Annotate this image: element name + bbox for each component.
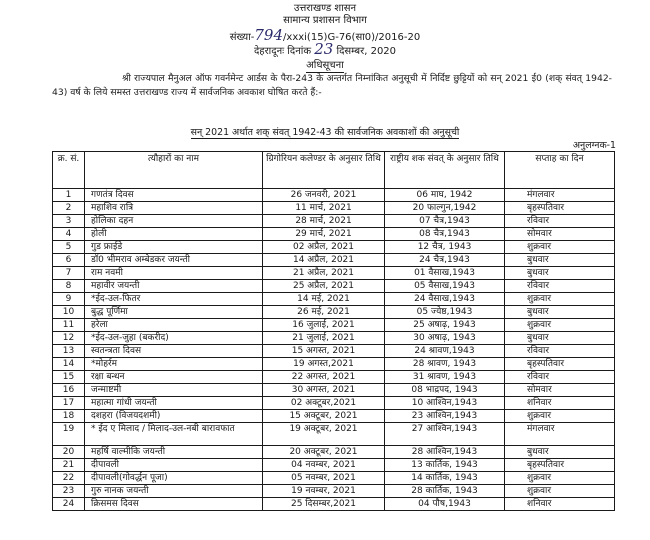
cell-festival-name: महर्षि वाल्मीकि जयन्ती — [85, 446, 263, 459]
cell-festival-name: स्वतन्त्रता दिवस — [85, 345, 263, 358]
cell-gregorian-date: 29 मार्च, 2021 — [263, 228, 385, 241]
table-row — [53, 319, 615, 332]
cell-gregorian-date: 02 अक्टूबर,2021 — [263, 397, 385, 410]
cell-gregorian-date: 22 अगस्त, 2021 — [263, 371, 385, 384]
schedule-subtitle: सन् 2021 अर्थात शक् संवत् 1942-43 की सार्वजनिक अवकाशों की अनुसूची — [190, 127, 460, 138]
cell-gregorian-date: 21 जुलाई, 2021 — [263, 332, 385, 345]
cell-weekday: मंगलवार — [505, 423, 615, 446]
cell-gregorian-date: 19 अगस्त,2021 — [263, 358, 385, 371]
cell-serial: 13 — [53, 345, 85, 358]
cell-national-date: 10 आश्विन,1943 — [385, 397, 505, 410]
cell-national-date: 05 वैसाख,1943 — [385, 280, 505, 293]
cell-national-date: 31 श्रावण, 1943 — [385, 371, 505, 384]
cell-national-date: 20 फाल्गुन,1942 — [385, 202, 505, 215]
cell-national-date: 24 चैत्र,1943 — [385, 254, 505, 267]
table-header-row — [53, 152, 615, 189]
cell-gregorian-date: 02 अप्रैल, 2021 — [263, 241, 385, 254]
cell-national-date: 28 कार्तिक, 1943 — [385, 485, 505, 498]
cell-weekday: रविवार — [505, 215, 615, 228]
cell-gregorian-date: 26 मई, 2021 — [263, 306, 385, 319]
cell-weekday: सोमवार — [505, 228, 615, 241]
table-row — [53, 228, 615, 241]
cell-festival-name: बुद्ध पूर्णिमा — [85, 306, 263, 319]
table-row — [53, 459, 615, 472]
cell-gregorian-date: 14 अप्रैल, 2021 — [263, 254, 385, 267]
cell-serial: 11 — [53, 319, 85, 332]
cell-gregorian-date: 20 अक्टूबर, 2021 — [263, 446, 385, 459]
cell-national-date: 27 आश्विन,1943 — [385, 423, 505, 446]
cell-national-date: 07 चैत्र,1943 — [385, 215, 505, 228]
order-suffix: /xxxi(15)G-76(सा0)/2016-20 — [283, 32, 421, 43]
cell-national-date: 30 अषाढ़, 1943 — [385, 332, 505, 345]
cell-weekday: सोमवार — [505, 384, 615, 397]
cell-national-date: 01 वैसाख,1943 — [385, 267, 505, 280]
table-row — [53, 498, 615, 511]
table-row — [53, 371, 615, 384]
cell-national-date: 24 वैसाख,1943 — [385, 293, 505, 306]
header-festival-name: त्यौहारों का नाम — [85, 152, 263, 189]
cell-serial: 5 — [53, 241, 85, 254]
cell-serial: 20 — [53, 446, 85, 459]
cell-gregorian-date: 25 अप्रैल, 2021 — [263, 280, 385, 293]
cell-festival-name: क्रिसमस दिवस — [85, 498, 263, 511]
cell-serial: 8 — [53, 280, 85, 293]
cell-weekday: शुक्रवार — [505, 319, 615, 332]
cell-gregorian-date: 21 अप्रैल, 2021 — [263, 267, 385, 280]
order-number: 794 — [254, 26, 284, 44]
cell-gregorian-date: 15 अक्टूबर, 2021 — [263, 410, 385, 423]
table-row — [53, 202, 615, 215]
cell-festival-name: *ईद-उल-फितर — [85, 293, 263, 306]
cell-national-date: 13 कार्तिक, 1943 — [385, 459, 505, 472]
department-title: सामान्य प्रशासन विभाग — [283, 15, 367, 26]
cell-serial: 1 — [53, 189, 85, 202]
cell-national-date: 04 पौष,1943 — [385, 498, 505, 511]
cell-gregorian-date: 11 मार्च, 2021 — [263, 202, 385, 215]
table-row — [53, 485, 615, 498]
holiday-table-body — [53, 189, 615, 511]
cell-weekday: शुक्रवार — [505, 293, 615, 306]
cell-serial: 10 — [53, 306, 85, 319]
cell-festival-name: दशहरा (विजयदशमी) — [85, 410, 263, 423]
cell-festival-name: महावीर जयन्ती — [85, 280, 263, 293]
cell-serial: 17 — [53, 397, 85, 410]
cell-serial: 6 — [53, 254, 85, 267]
cell-weekday: बुधवार — [505, 306, 615, 319]
cell-serial: 14 — [53, 358, 85, 371]
table-row — [53, 306, 615, 319]
cell-serial: 4 — [53, 228, 85, 241]
holiday-table — [52, 151, 615, 511]
table-row — [53, 293, 615, 306]
cell-weekday: बुधवार — [505, 332, 615, 345]
cell-weekday: शुक्रवार — [505, 241, 615, 254]
cell-weekday: रविवार — [505, 280, 615, 293]
cell-festival-name: राम नवमी — [85, 267, 263, 280]
cell-serial: 21 — [53, 459, 85, 472]
cell-serial: 12 — [53, 332, 85, 345]
cell-festival-name: जन्माष्टमी — [85, 384, 263, 397]
cell-national-date: 12 चैत्र, 1943 — [385, 241, 505, 254]
header-gregorian-date: ग्रिगोरियन कलेण्डर के अनुसार तिथि — [263, 152, 385, 189]
cell-festival-name: * ईद ए मिलाद / मिलाद-उल-नबी बारावफात — [85, 423, 263, 446]
cell-festival-name: होलिका दहन — [85, 215, 263, 228]
cell-gregorian-date: 04 नवम्बर, 2021 — [263, 459, 385, 472]
cell-festival-name: डॉ0 भीमराव अम्बेडकर जयन्ती — [85, 254, 263, 267]
cell-weekday: बुधवार — [505, 446, 615, 459]
cell-festival-name: गुड फ्राईडे — [85, 241, 263, 254]
header-serial: क्र. सं. — [53, 152, 85, 189]
cell-weekday: मंगलवार — [505, 189, 615, 202]
cell-weekday: रविवार — [505, 371, 615, 384]
place-date-prefix: देहरादूनः दिनांक — [253, 46, 312, 57]
cell-weekday: बृहस्पतिवार — [505, 358, 615, 371]
cell-gregorian-date: 19 अक्टूबर, 2021 — [263, 423, 385, 446]
cell-serial: 3 — [53, 215, 85, 228]
day-number: 23 — [314, 40, 334, 58]
cell-gregorian-date: 15 अगस्त, 2021 — [263, 345, 385, 358]
cell-festival-name: रक्षा बन्धन — [85, 371, 263, 384]
cell-national-date: 28 श्रावण, 1943 — [385, 358, 505, 371]
cell-national-date: 24 श्रावण,1943 — [385, 345, 505, 358]
cell-gregorian-date: 14 मई, 2021 — [263, 293, 385, 306]
cell-festival-name: होली — [85, 228, 263, 241]
cell-festival-name: दीपावली(गोवर्द्धन पूजा) — [85, 472, 263, 485]
cell-serial: 9 — [53, 293, 85, 306]
intro-paragraph: श्री राज्यपाल मैनुअल ऑफ गवर्नमेन्ट आर्डस के पैरा-243 के अन्तर्गत निम्नांकित अनुसूची में निर्दिष्ट छुट्टियों को सन् 2021 ई0 (शक् संवत् 1942-43) वर्ष के लिये समस्त उत्तराखण्ड राज्य में सार्वजनिक अवकाश घोषित करते हैं:- — [52, 73, 612, 98]
cell-weekday: शुक्रवार — [505, 485, 615, 498]
cell-national-date: 23 आश्विन,1943 — [385, 410, 505, 423]
cell-weekday: बुधवार — [505, 254, 615, 267]
cell-gregorian-date: 26 जनवरी, 2021 — [263, 189, 385, 202]
table-row — [53, 423, 615, 446]
cell-national-date: 06 माघ, 1942 — [385, 189, 505, 202]
table-row — [53, 280, 615, 293]
cell-national-date: 25 अषाढ़, 1943 — [385, 319, 505, 332]
table-row — [53, 267, 615, 280]
cell-gregorian-date: 25 दिसम्बर,2021 — [263, 498, 385, 511]
cell-weekday: बृहस्पतिवार — [505, 202, 615, 215]
table-row — [53, 384, 615, 397]
cell-serial: 23 — [53, 485, 85, 498]
cell-serial: 24 — [53, 498, 85, 511]
table-row — [53, 254, 615, 267]
cell-weekday: शुक्रवार — [505, 472, 615, 485]
cell-gregorian-date: 05 नवम्बर, 2021 — [263, 472, 385, 485]
cell-national-date: 28 आश्विन,1943 — [385, 446, 505, 459]
place-date-suffix: दिसम्बर, 2020 — [336, 46, 397, 57]
cell-weekday: शनिवार — [505, 397, 615, 410]
cell-festival-name: *ईद-उल-जुहा (बकरीद) — [85, 332, 263, 345]
cell-weekday: बृहस्पतिवार — [505, 459, 615, 472]
cell-national-date: 08 चैत्र,1943 — [385, 228, 505, 241]
cell-festival-name: दीपावली — [85, 459, 263, 472]
cell-serial: 22 — [53, 472, 85, 485]
header-weekday: सप्ताह का दिन — [505, 152, 615, 189]
table-row — [53, 215, 615, 228]
annexure-label: अनुलग्नक-1 — [572, 140, 616, 151]
cell-serial: 7 — [53, 267, 85, 280]
table-row — [53, 472, 615, 485]
cell-festival-name: महाशिव रात्रि — [85, 202, 263, 215]
cell-gregorian-date: 28 मार्च, 2021 — [263, 215, 385, 228]
order-prefix: संख्या- — [229, 32, 255, 43]
cell-festival-name: महात्मा गांधी जयन्ती — [85, 397, 263, 410]
cell-festival-name: *मोहर्रम — [85, 358, 263, 371]
cell-gregorian-date: 19 नवम्बर, 2021 — [263, 485, 385, 498]
table-row — [53, 397, 615, 410]
cell-national-date: 05 ज्येष्ठ,1943 — [385, 306, 505, 319]
cell-national-date: 14 कार्तिक, 1943 — [385, 472, 505, 485]
cell-festival-name: गणतंत्र दिवस — [85, 189, 263, 202]
cell-weekday: रविवार — [505, 345, 615, 358]
cell-serial: 18 — [53, 410, 85, 423]
table-row — [53, 410, 615, 423]
cell-serial: 2 — [53, 202, 85, 215]
cell-serial: 15 — [53, 371, 85, 384]
cell-weekday: बुधवार — [505, 267, 615, 280]
government-title: उत्तराखण्ड शासन — [293, 3, 357, 14]
table-row — [53, 358, 615, 371]
notification-heading: अधिसूचना — [306, 60, 344, 71]
table-row — [53, 345, 615, 358]
table-row — [53, 446, 615, 459]
cell-national-date: 08 भाद्रपद, 1943 — [385, 384, 505, 397]
table-row — [53, 241, 615, 254]
cell-festival-name: हरेला — [85, 319, 263, 332]
place-date-line — [0, 40, 650, 58]
cell-serial: 16 — [53, 384, 85, 397]
cell-serial: 19 — [53, 423, 85, 446]
cell-festival-name: गुरु नानक जयन्ती — [85, 485, 263, 498]
table-row — [53, 189, 615, 202]
cell-gregorian-date: 16 जुलाई, 2021 — [263, 319, 385, 332]
cell-weekday: शुक्रवार — [505, 410, 615, 423]
header-national-date: राष्ट्रीय शक संवत् के अनुसार तिथि — [385, 152, 505, 189]
table-row — [53, 332, 615, 345]
cell-weekday: शनिवार — [505, 498, 615, 511]
cell-gregorian-date: 30 अगस्त, 2021 — [263, 384, 385, 397]
